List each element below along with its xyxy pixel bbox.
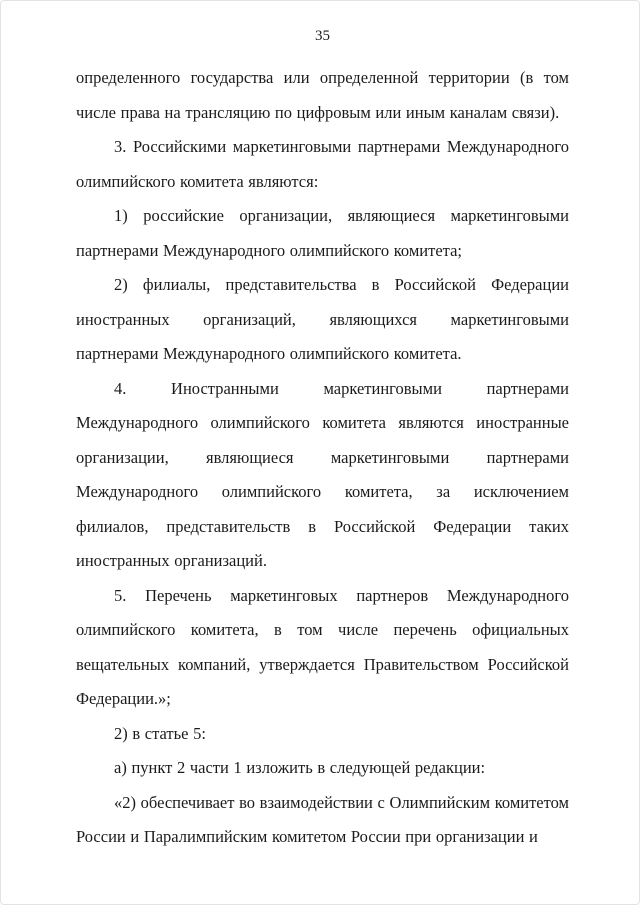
page-number: 35 <box>315 28 330 44</box>
paragraph-quote-2: «2) обеспечивает во взаимодействии с Олимпийским комитетом России и Паралимпийским комитетом России при организации и <box>76 792 569 846</box>
paragraph-article-5: 2) в статье 5: <box>114 723 206 743</box>
paragraph-point-5: 5. Перечень маркетинговых партнеров Международного олимпийского комитета, в том числе перечень официальных вещательных компаний, утверждается Правительством Российской Федерации.»; <box>76 585 569 708</box>
paragraph-continuation: определенного государства или определенной территории (в том числе права на трансляцию по цифровым или иным каналам связи). <box>76 68 569 122</box>
paragraph-point-4: 4. Иностранными маркетинговыми партнерами Международного олимпийского комитета являются иностранные организации, являющиеся маркетинговыми партнерами Международного олимпийского комитета, за исключением филиалов, представительств в Российской Федерации таких иностранных организаций. <box>76 378 569 570</box>
paragraph-item-a: а) пункт 2 части 1 изложить в следующей редакции: <box>114 758 486 777</box>
document-body <box>76 61 569 855</box>
paragraph-subpoint-2: 2) филиалы, представительства в Российской Федерации иностранных организаций, являющихся маркетинговыми партнерами Международного олимпийского комитета. <box>76 275 569 363</box>
paragraph-point-3: 3. Российскими маркетинговыми партнерами Международного олимпийского комитета являются: <box>76 137 569 191</box>
paragraph-subpoint-1: 1) российские организации, являющиеся маркетинговыми партнерами Международного олимпийского комитета; <box>76 206 569 260</box>
